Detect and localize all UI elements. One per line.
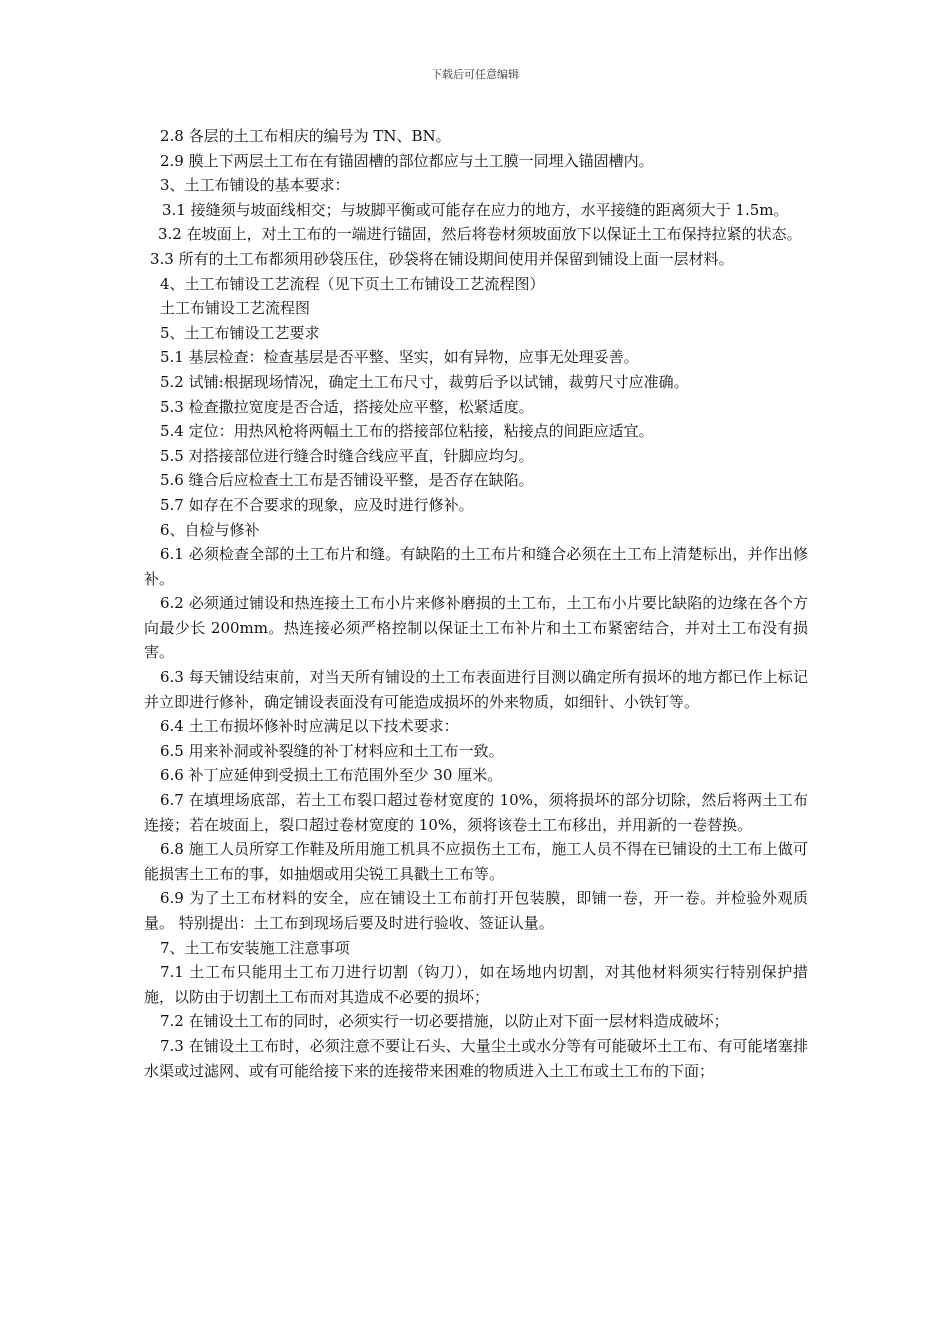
paragraph: 7.2 在铺设土工布的同时，必须实行一切必要措施，以防止对下面一层材料造成破坏； bbox=[160, 1012, 729, 1031]
paragraph: 5.3 检查撒拉宽度是否合适，搭接处应平整，松紧适度。 bbox=[160, 397, 534, 416]
paragraph: 7、土工布安装施工注意事项 bbox=[160, 938, 350, 957]
paragraph: 5.4 定位：用热风枪将两幅土工布的搭接部位粘接，粘接点的间距应适宜。 bbox=[160, 422, 654, 441]
paragraph: 5.6 缝合后应检查土工布是否铺设平整，是否存在缺陷。 bbox=[160, 471, 534, 490]
paragraph: 6.6 补丁应延伸到受损土工布范围外至少 30 厘米。 bbox=[160, 766, 503, 785]
page-header: 下载后可任意编辑 bbox=[431, 68, 519, 81]
paragraph: 6.8 施工人员所穿工作鞋及所用施工机具不应损伤土工布，施工人员不得在已铺设的土工布上做可能损害土工布的事，如抽烟或用尖锐工具戳土工布等。 bbox=[144, 840, 808, 883]
paragraph: 6.1 必须检查全部的土工布片和缝。有缺陷的土工布片和缝合必须在土工布上清楚标出，并作出修补。 bbox=[144, 545, 808, 588]
paragraph: 6.5 用来补洞或补裂缝的补丁材料应和土工布一致。 bbox=[160, 741, 504, 760]
paragraph: 4、土工布铺设工艺流程（见下页土工布铺设工艺流程图） bbox=[160, 274, 545, 293]
paragraph: 7.3 在铺设土工布时，必须注意不要让石头、大量尘土或水分等有可能破坏土工布、有可能堵塞排水渠或过滤网、或有可能给接下来的连接带来困难的物质进入土工布或土工布的下面； bbox=[144, 1036, 808, 1080]
paragraph: 6.3 每天铺设结束前，对当天所有铺设的土工布表面进行目测以确定所有损坏的地方都已作上标记并立即进行修补，确定铺设表面没有可能造成损坏的外来物质，如细针、小铁钉等。 bbox=[144, 668, 808, 711]
paragraph: 土工布铺设工艺流程图 bbox=[160, 299, 311, 318]
paragraph: 6、自检与修补 bbox=[160, 520, 260, 539]
paragraph: 6.2 必须通过铺设和热连接土工布小片来修补磨损的土工布，土工布小片要比缺陷的边缘在各个方向最少长 200mm。热连接必须严格控制以保证土工布补片和土工布紧密结合，并对土工布没有损害。 bbox=[144, 594, 808, 662]
paragraph: 6.4 土工布损坏修补时应满足以下技术要求： bbox=[160, 717, 459, 736]
paragraph: 5.2 试铺:根据现场情况，确定土工布尺寸，裁剪后予以试铺，裁剪尺寸应准确。 bbox=[160, 372, 689, 391]
document-body bbox=[144, 124, 808, 1083]
paragraph: 5.1 基层检查：检查基层是否平整、坚实，如有异物，应事无处理妥善。 bbox=[160, 348, 639, 367]
paragraph: 6.9 为了土工布材料的安全，应在铺设土工布前打开包装膜，即铺一卷，开一卷。并检验外观质量。 特别提出：土工布到现场后要及时进行验收、签证认量。 bbox=[144, 889, 808, 932]
paragraph: 3.1 接缝须与坡面线相交；与坡脚平衡或可能存在应力的地方，水平接缝的距离须大于 1.5m。 bbox=[162, 200, 789, 219]
paragraph: 3.2 在坡面上，对土工布的一端进行锚固，然后将卷材须坡面放下以保证土工布保持拉紧的状态。 bbox=[158, 225, 802, 244]
paragraph: 7.1 土工布只能用土工布刀进行切割（钩刀），如在场地内切割，对其他材料须实行特别保护措施，以防由于切割土工布而对其造成不必要的损坏； bbox=[144, 963, 808, 1006]
paragraph: 5.7 如存在不合要求的现象，应及时进行修补。 bbox=[160, 495, 474, 514]
paragraph: 5.5 对搭接部位进行缝合时缝合线应平直，针脚应均匀。 bbox=[160, 446, 534, 465]
paragraph: 2.8 各层的土工布相庆的编号为 TN、BN。 bbox=[160, 127, 451, 145]
paragraph: 5、土工布铺设工艺要求 bbox=[160, 323, 320, 342]
paragraph: 6.7 在填埋场底部，若土工布裂口超过卷材宽度的 10%，须将损坏的部分切除，然后将两土工布连接；若在坡面上，裂口超过卷材宽度的 10%，须将该卷土工布移出，并用新的一卷替换。 bbox=[144, 791, 808, 834]
paragraph: 3、土工布铺设的基本要求： bbox=[160, 176, 350, 195]
paragraph: 2.9 膜上下两层土工布在有锚固槽的部位都应与土工膜一同埋入锚固槽内。 bbox=[160, 151, 654, 170]
paragraph: 3.3 所有的土工布都须用砂袋压住，砂袋将在铺设期间使用并保留到铺设上面一层材料。 bbox=[150, 249, 734, 268]
